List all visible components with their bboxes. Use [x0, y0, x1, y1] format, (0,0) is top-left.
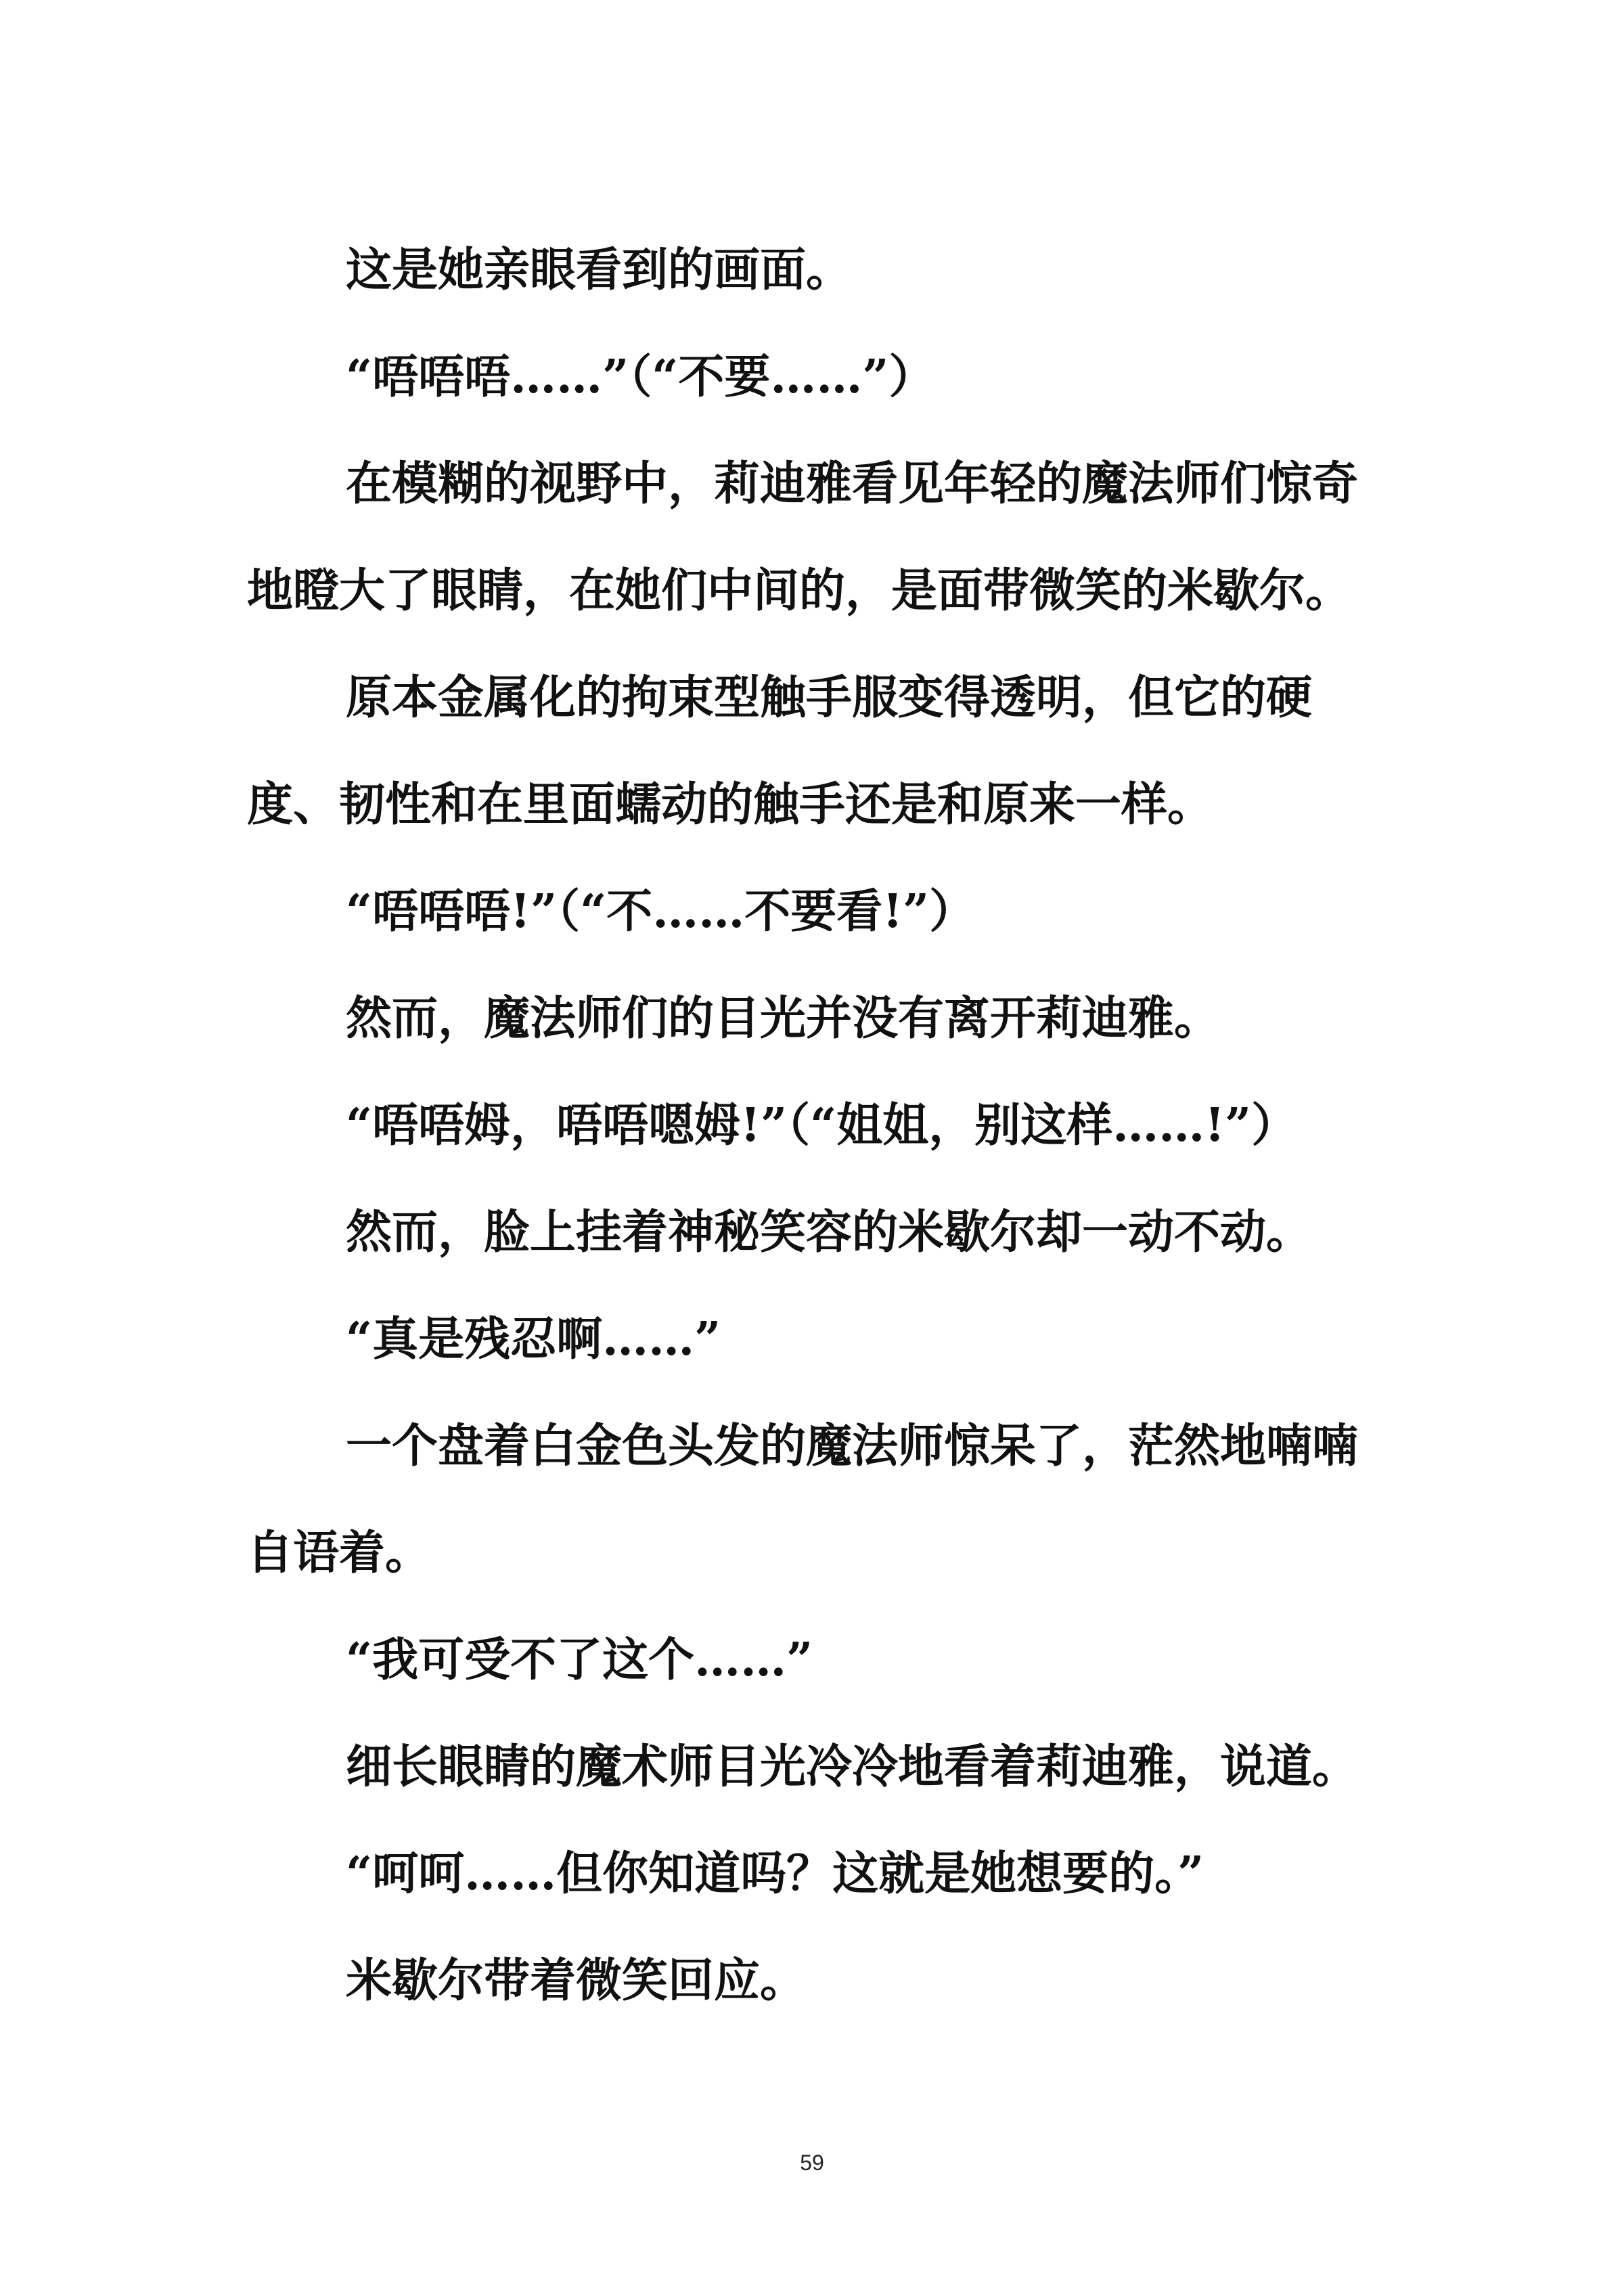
paragraph: “唔唔唔!”（“不……不要看!”） [346, 884, 976, 939]
paragraph: “唔唔唔……”（“不要……”） [346, 350, 935, 404]
paragraph: 然而，脸上挂着神秘笑容的米歇尔却一动不动。 [346, 1205, 1313, 1259]
paragraph: “唔唔姆，唔唔嗯姆!”（“姐姐，别这样……!”） [346, 1098, 1298, 1152]
body-text [247, 217, 1397, 2034]
paragraph: 在模糊的视野中，莉迪雅看见年轻的魔法师们惊奇地瞪大了眼睛，在她们中间的，是面带微笑的米歇尔。 [247, 457, 1359, 618]
paragraph: 细长眼睛的魔术师目光冷冷地看着莉迪雅，说道。 [346, 1740, 1359, 1794]
paragraph: 然而，魔法师们的目光并没有离开莉迪雅。 [346, 991, 1221, 1045]
paragraph: 米歇尔带着微笑回应。 [346, 1954, 807, 2008]
page-number: 59 [800, 2151, 824, 2175]
paragraph: “呵呵……但你知道吗？这就是她想要的。” [346, 1847, 1204, 1901]
paragraph: 一个盘着白金色头发的魔法师惊呆了，茫然地喃喃自语着。 [247, 1419, 1359, 1580]
paragraph: “我可受不了这个……” [346, 1633, 813, 1687]
paragraph: 原本金属化的拘束型触手服变得透明，但它的硬度、韧性和在里面蠕动的触手还是和原来一样。 [247, 671, 1313, 832]
paragraph: 这是她亲眼看到的画面。 [346, 243, 853, 297]
paragraph: “真是残忍啊……” [346, 1312, 721, 1366]
